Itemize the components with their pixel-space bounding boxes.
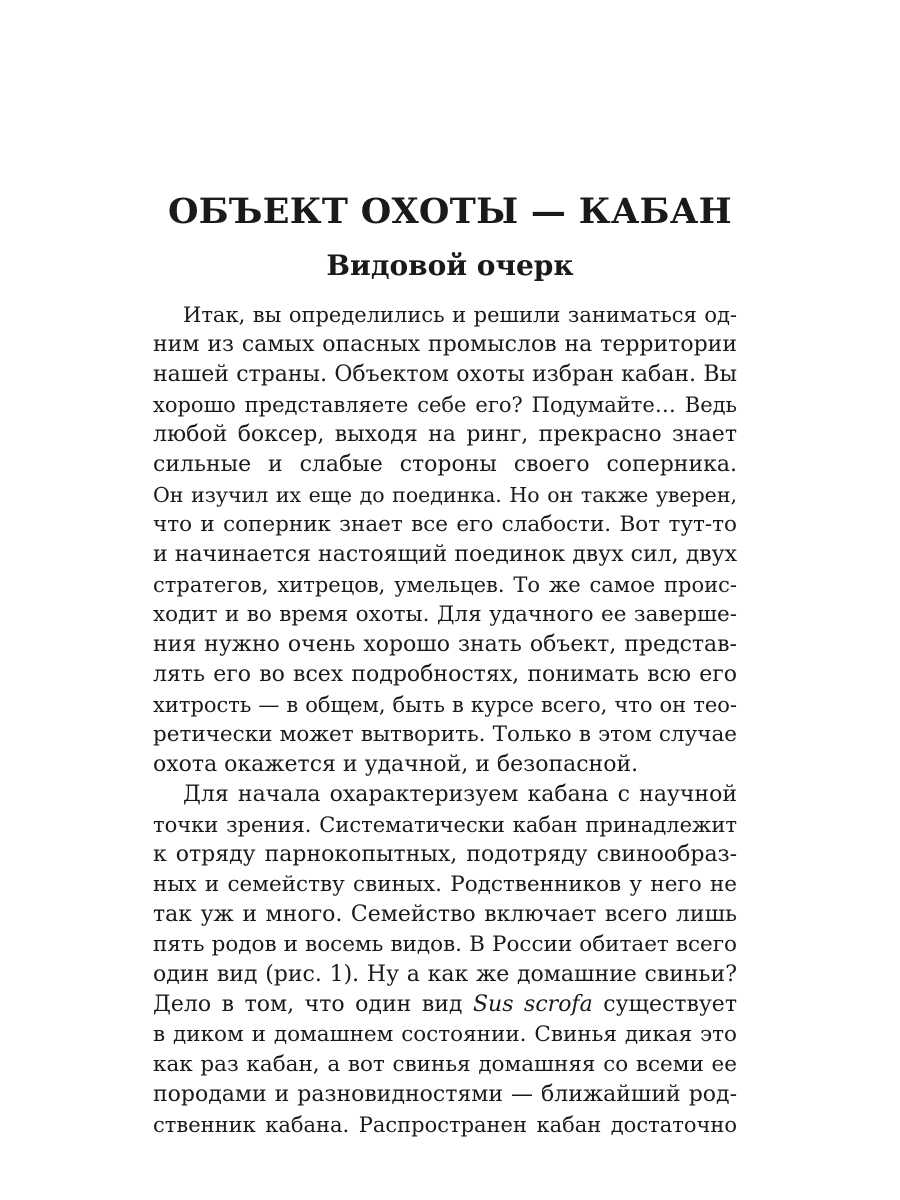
text-line: как раз кабан, а вот свинья домашняя со всеми ее [153, 1052, 737, 1077]
text-line: ния нужно очень хорошо знать объект, представ- [153, 632, 737, 657]
text-line: хорошо представляете себе его? Подумайте… Ведь [153, 393, 737, 417]
text-line: породами и разновидностями — ближайший род- [153, 1082, 737, 1107]
text-line: Итак, вы определились и решили заниматься од- [183, 303, 737, 327]
section-subtitle: Видовой очерк [326, 249, 574, 282]
text-line: пять родов и восемь видов. В России обитает всего [153, 932, 737, 957]
latin-species-name: Sus scrofa [472, 992, 593, 1017]
text-line: что и соперник знает все его слабости. Вот тут-то [153, 512, 737, 537]
text-line: и начинается настоящий поединок двух сил, двух [153, 542, 737, 567]
text-line: Он изучил их еще до поединка. Но он также уверен, [153, 483, 737, 507]
text-line: любой боксер, выходя на ринг, прекрасно знает [153, 422, 737, 447]
body-text [153, 300, 737, 1140]
text-line: хитрость — в общем, быть в курсе всего, что он тео- [153, 693, 737, 717]
text-line: ним из самых опасных промыслов на территории [153, 332, 737, 357]
text-line: нашей страны. Объектом охоты избран кабан. Вы [153, 362, 737, 387]
text-line: так уж и много. Семейство включает всего лишь [153, 902, 737, 927]
text-line: к отряду парнокопытных, подотряду свинообраз- [153, 842, 737, 867]
chapter-title: ОБЪЕКТ ОХОТЫ — КАБАН [167, 191, 733, 232]
text-line: охота окажется и удачной, и безопасной. [153, 752, 639, 777]
text-fragment: существует [592, 992, 737, 1017]
text-line: Для начала охарактеризуем кабана с научной [183, 782, 737, 807]
text-line: в диком и домашнем состоянии. Свинья дикая это [153, 1022, 737, 1047]
text-line-latin [153, 990, 737, 1020]
text-line: ных и семейству свиных. Родственников у него не [153, 872, 737, 897]
text-line: точки зрения. Систематически кабан принадлежит [153, 813, 737, 837]
text-line: стратегов, хитрецов, умельцев. То же самое проис- [153, 573, 737, 597]
text-line: лять его во всех подробностях, понимать всю его [153, 662, 737, 687]
text-line: ходит и во время охоты. Для удачного ее заверше- [153, 602, 737, 627]
text-line: ственник кабана. Распространен кабан достаточно [153, 1113, 737, 1137]
text-line: сильные и слабые стороны своего соперника. [153, 452, 737, 477]
text-line: один вид (рис. 1). Ну а как же домашние свиньи? [153, 962, 737, 987]
text-line: ретически может вытворить. Только в этом случае [153, 722, 737, 747]
text-fragment: Дело в том, что один вид [153, 992, 473, 1017]
